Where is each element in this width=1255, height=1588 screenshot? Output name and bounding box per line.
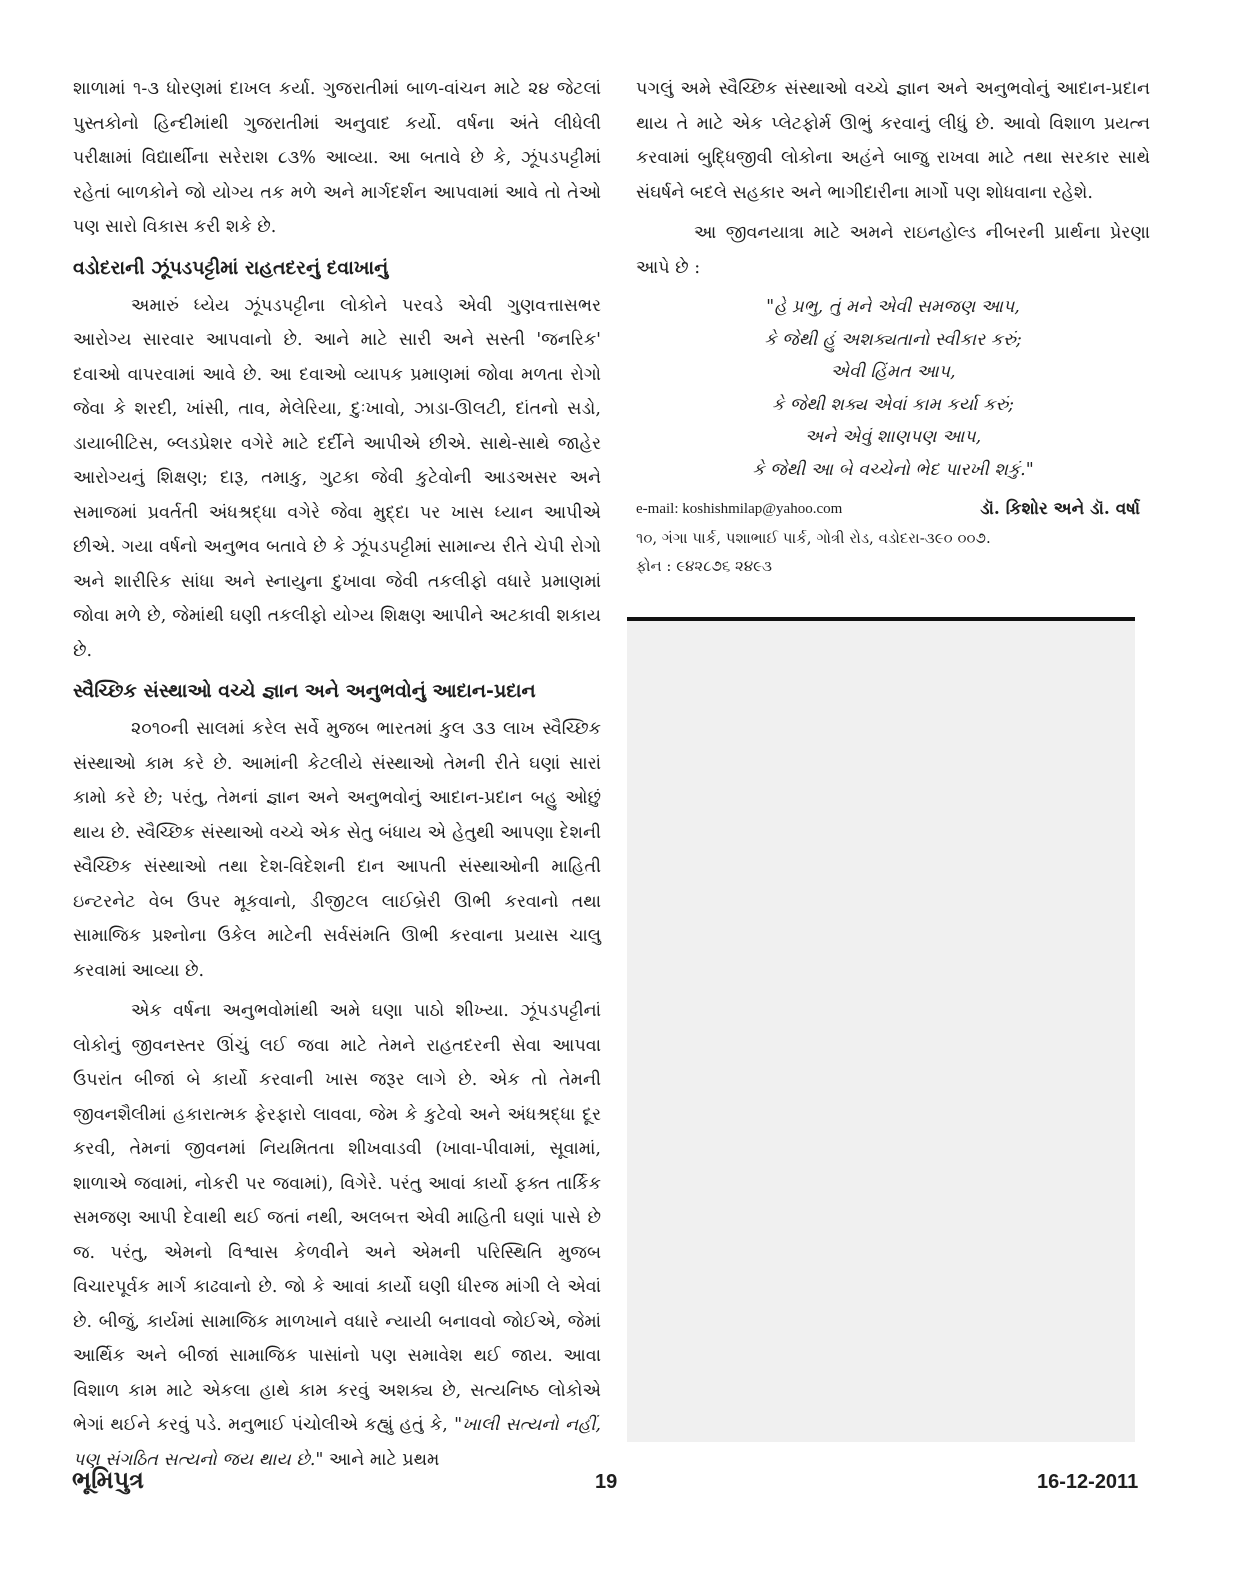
page-number: 19: [595, 1471, 618, 1493]
blank-panel: [627, 617, 1135, 1442]
phone: ફોન : ૯૪૨૮૭૬ ૨૪૯૩: [636, 557, 773, 575]
poem-line: કે જેથી આ બે વચ્ચેનો ભેદ પારખી શકું.": [752, 459, 1034, 480]
left-column: [73, 72, 601, 1477]
poem-line: કે જેથી શક્ય એવાં કામ કર્યા કરું;: [771, 394, 1015, 415]
poem-line: અને એવું શાણપણ આપ,: [804, 427, 982, 447]
email-address: e-mail: koshishmilap@yahoo.com: [636, 501, 843, 517]
paragraph: અમારું ધ્યેય ઝૂંપડપટ્ટીના લોકોને પરવડે એવી ગુણવત્તાસભર આરોગ્ય સારવાર આપવાનો છે. આને માટે સારી અને સસ્તી 'જનરિક' દવાઓ વાપરવામાં આવે છે. આ દવાઓ વ્યાપક પ્રમાણમાં જોવા મળતા રોગો જેવા કે શરદી, ખાંસી, તાવ, મેલેરિયા, દુઃખાવો, ઝાડા-ઊલટી, દાંતનો સડો, ડાયાબીટિસ, બ્લડપ્રેશર વગેરે માટે દર્દીને આપીએ છીએ. સાથે-સાથે જાહેર આરોગ્યનું શિક્ષણ; દારૂ, તમાકુ, ગુટકા જેવી કુટેવોની આડઅસર અને સમાજમાં પ્રવર્તતી અંધશ્રદ્ધા વગેરે જેવા મુદ્દા પર ખાસ ધ્યાન આપીએ છીએ. ગયા વર્ષનો અનુભવ બતાવે છે કે ઝૂંપડપટ્ટીમાં સામાન્ય રીતે ચેપી રોગો અને શારીરિક સાંધા અને સ્નાયુના દુખાવા જેવી તકલીફો વધારે પ્રમાણમાં જોવા મળે છે, જેમાંથી ઘણી તકલીફો યોગ્ય શિક્ષણ આપીને અટકાવી શકાય છે.: [73, 295, 601, 661]
paragraph: આ જીવનયાત્રા માટે અમને રાઇનહોલ્ડ નીબરની પ્રાર્થના પ્રેરણા આપે છે :: [636, 223, 1150, 278]
magazine-logo: ભૂમિપુત્ર: [72, 1466, 144, 1494]
paragraph: ૨૦૧૦ની સાલમાં કરેલ સર્વે મુજબ ભારતમાં કુલ ૩૩ લાખ સ્વૈચ્છિક સંસ્થાઓ કામ કરે છે. આમાંની કેટલીયે સંસ્થાઓ તેમની રીતે ઘણાં સારાં કામો કરે છે; પરંતુ, તેમનાં જ્ઞાન અને અનુભવોનું આદાન-પ્રદાન બહુ ઓછું થાય છે. સ્વૈચ્છિક સંસ્થાઓ વચ્ચે એક સેતુ બંધાય એ હેતુથી આપણા દેશની સ્વૈચ્છિક સંસ્થાઓ તથા દેશ-વિદેશની દાન આપતી સંસ્થાઓની માહિતી ઇન્ટરનેટ વેબ ઉપર મૂકવાનો, ડીજીટલ લાઈબ્રેરી ઊભી કરવાનો તથા સામાજિક પ્રશ્નોના ઉકેલ માટેની સર્વસંમતિ ઊભી કરવાના પ્રયાસ ચાલુ કરવામાં આવ્યા છે.: [73, 719, 601, 981]
prayer-poem: [636, 291, 1150, 486]
poem-line: એવી હિંમત આપ,: [830, 362, 956, 382]
section-heading: સ્વૈચ્છિક સંસ્થાઓ વચ્ચે જ્ઞાન અને અનુભવોનું આદાન-પ્રદાન: [73, 680, 536, 702]
poem-line: "હે પ્રભુ, તું મને એવી સમજણ આપ,: [766, 297, 1020, 317]
paragraph: [73, 994, 601, 1477]
poem-line: કે જેથી હું અશક્યતાનો સ્વીકાર કરું;: [764, 329, 1022, 350]
section-heading: વડોદરાની ઝૂંપડપટ્ટીમાં રાહતદરનું દવાખાનું: [73, 256, 389, 279]
paragraph: પગલું અમે સ્વૈચ્છિક સંસ્થાઓ વચ્ચે જ્ઞાન અને અનુભવોનું આદાન-પ્રદાન થાય તે માટે એક પ્લેટફોર્મ ઊભું કરવાનું લીધું છે. આવો વિશાળ પ્રયત્ન કરવામાં બુદ્ધિજીવી લોકોના અહંને બાજુ રાખવા માટે તથા સરકાર સાથે સંઘર્ષને બદલે સહકાર અને ભાગીદારીના માર્ગો પણ શોધવાના રહેશે.: [636, 79, 1150, 203]
issue-date: 16-12-2011: [1037, 1471, 1139, 1493]
paragraph-text: એક વર્ષના અનુભવોમાંથી અમે ઘણા પાઠો શીખ્યા. ઝૂંપડપટ્ટીનાં લોકોનું જીવનસ્તર ઊંચું લઈ જવા માટે તેમને રાહતદરની સેવા આપવા ઉપરાંત બીજાં બે કાર્યો કરવાની ખાસ જરૂર લાગે છે. એક તો તેમની જીવનશૈલીમાં હકારાત્મક ફેરફારો લાવવા, જેમ કે કુટેવો અને અંધશ્રદ્ધા દૂર કરવી, તેમનાં જીવનમાં નિયમિતતા શીખવાડવી (ખાવા-પીવામાં, સૂવામાં, શાળાએ જવામાં, નોકરી પર જવામાં), વિગેરે. પરંતુ આવાં કાર્યો ફક્ત તાર્કિક સમજણ આપી દેવાથી થઈ જતાં નથી, અલબત્ત એવી માહિતી ઘણાં પાસે છે જ. પરંતુ, એમનો વિશ્વાસ કેળવીને અને એમની પરિસ્થિતિ મુજબ વિચારપૂર્વક માર્ગ કાઢવાનો છે. જો કે આવાં કાર્યો ઘણી ધીરજ માંગી લે એવાં છે. બીજું, કાર્યમાં સામાજિક માળખાને વધારે ન્યાયી બનાવવો જોઈએ, જેમાં આર્થિક અને બીજાં સામાજિક પાસાંનો પણ સમાવેશ થઈ જાય. આવા વિશાળ કામ માટે એકલા હાથે કામ કરવું અશક્ય છે, સત્યનિષ્ઠ લોકોએ ભેગાં થઈને કરવું પડે. મનુભાઈ પંચોલીએ કહ્યું હતું કે,: [73, 1001, 601, 1435]
right-column: [636, 72, 1150, 580]
paragraph-text: આને માટે પ્રથમ: [329, 1449, 440, 1470]
address: ૧૦, ગંગા પાર્ક, પશાભાઈ પાર્ક, ગોત્રી રોડ, વડોદરા-૩૯૦ ૦૦૭.: [636, 529, 991, 547]
signature-row: [636, 494, 1150, 524]
author-names: ડૉ. કિશોર અને ડૉ. વર્ષા: [980, 499, 1140, 519]
paragraph: શાળામાં ૧-૩ ધોરણમાં દાખલ કર્યા. ગુજરાતીમાં બાળ-વાંચન માટે ૨૪ જેટલાં પુસ્તકોનો હિન્દીમાંથી ગુજરાતીમાં અનુવાદ કર્યો. વર્ષના અંતે લીધેલી પરીક્ષામાં વિદ્યાર્થીના સરેરાશ ૮૩% આવ્યા. આ બતાવે છે કે, ઝૂંપડપટ્ટીમાં રહેતાં બાળકોને જો યોગ્ય તક મળે અને માર્ગદર્શન આપવામાં આવે તો તેઓ પણ સારો વિકાસ કરી શકે છે.: [73, 79, 601, 237]
quote: "ખાલી સત્યનો નહીં, પણ સંગઠિત સત્યનો જય થાય છે.": [73, 1415, 601, 1470]
